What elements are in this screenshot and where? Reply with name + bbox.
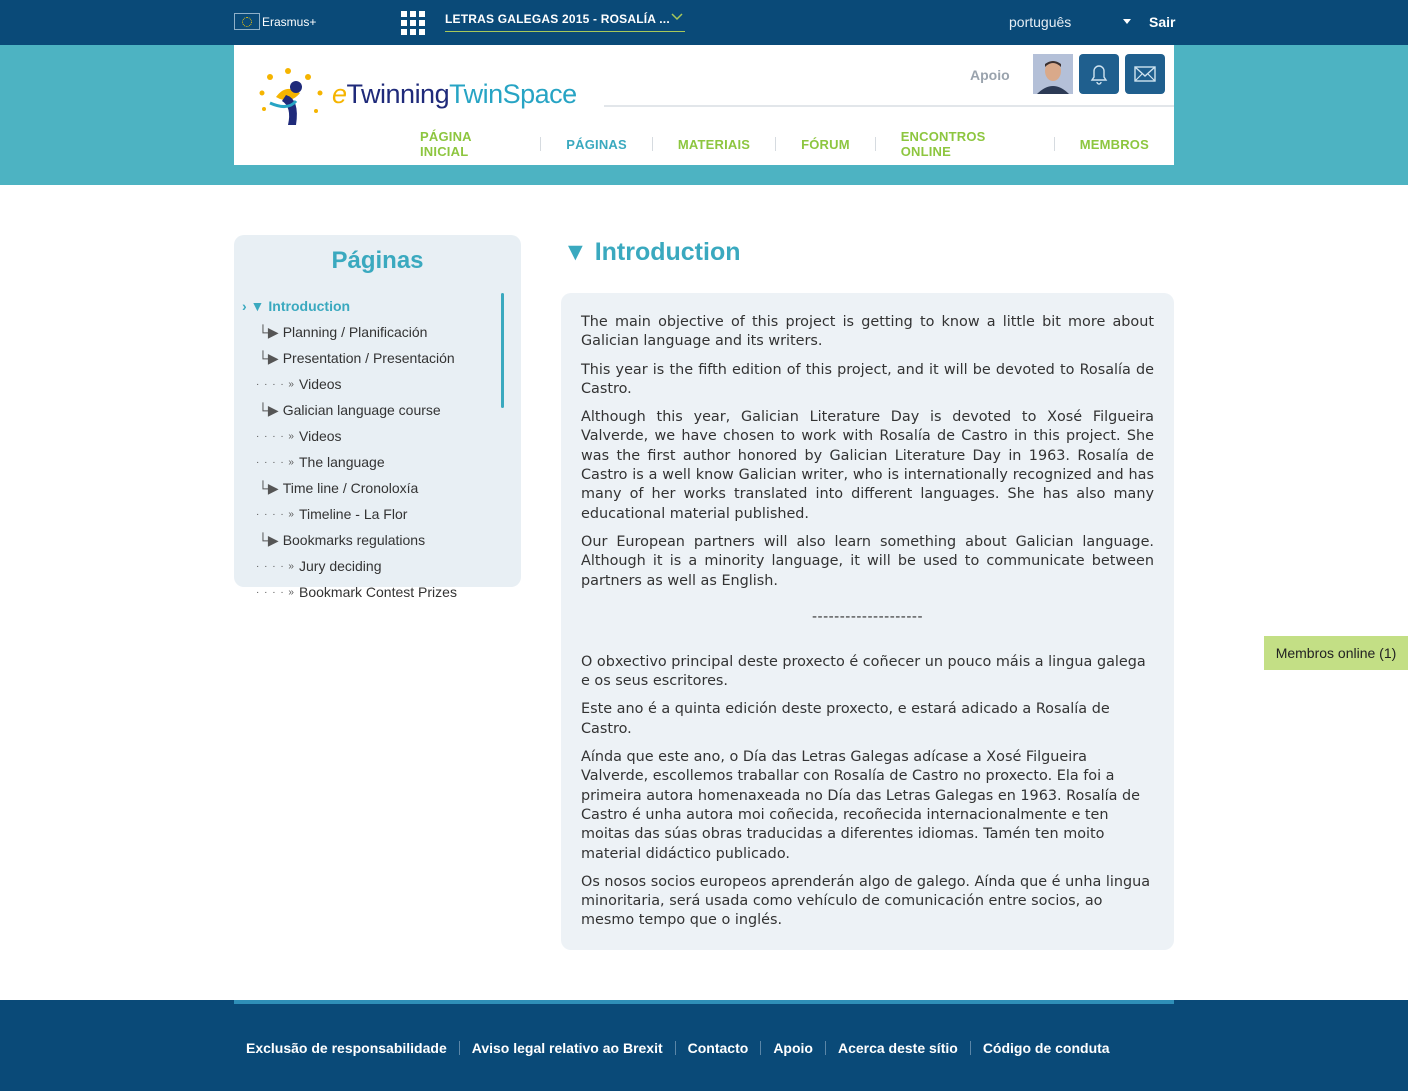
tree-marker: └▶ [258,479,279,496]
sidebar-item-label: Galician language course [282,402,441,418]
logo-mark-icon [256,67,330,127]
footer [0,1000,1408,1091]
pages-tree [242,293,504,605]
content-paragraph: The main objective of this project is getting to know a little bit more about Galician language and its writers. [581,314,1154,350]
tree-marker: · · · · » [256,508,295,520]
galician-text [581,653,1154,931]
project-selector[interactable] [445,12,685,32]
logo-wordmark: eTwinningTwinSpace [332,79,577,109]
eu-flag-icon [234,13,260,30]
text-divider: -------------------- [811,608,924,625]
content-paragraph: Our European partners will also learn something about Galician language. Although it is a minority language, it will be used to communicate between partners as well as English. [581,533,1154,589]
language-value: português [1009,14,1072,30]
footer-link[interactable]: Acerca deste sítio [837,1040,958,1056]
tree-marker: › ▼ [242,298,265,314]
sidebar-item[interactable] [242,501,504,527]
sidebar-scrollbar[interactable] [501,293,504,408]
sidebar-item[interactable] [242,475,504,501]
tree-marker: · · · · » [256,586,295,598]
footer-accent-line [234,1000,1174,1004]
sidebar-item-label: Time line / Cronoloxía [282,480,419,496]
content-paragraph: Aínda que este ano, o Día das Letras Galegas adícase a Xosé Filgueira Valverde, escollemos traballar con Rosalía de Castro no proxecto. Ela foi a primeira autora homenaxeada no Día das Letras Galegas en 1963. Rosalía de Castro é unha autora moi coñecida, recoñecida internacionalmente e ten moitas das súas obras traducidas a diferentes idiomas. Tamén ten moito material didáctico publicado. [581,749,1141,862]
support-link[interactable]: Apoio [970,67,1010,83]
footer-separator [760,1041,761,1055]
pages-sidebar [234,235,521,600]
sidebar-item-label: Bookmarks regulations [282,532,426,548]
online-members-tab[interactable]: Membros online (1) [1264,636,1408,670]
bell-icon [1079,54,1119,94]
sidebar-item-label: Presentation / Presentación [282,350,455,366]
footer-link[interactable]: Apoio [773,1040,813,1056]
tree-marker: └▶ [258,349,279,366]
sidebar-item-label: Videos [299,376,342,392]
tree-marker: · · · · » [256,456,295,468]
sidebar-item-label: The language [299,454,385,470]
header [234,45,1174,165]
etwinning-logo[interactable] [256,67,576,127]
main-nav [420,129,1174,159]
sidebar-item-label: Timeline - La Flor [299,506,408,522]
footer-separator [970,1041,971,1055]
sidebar-item[interactable] [242,319,504,345]
erasmus-logo[interactable] [234,13,316,30]
nav-item-5[interactable]: MEMBROS [1079,136,1149,152]
footer-separator [825,1041,826,1055]
tree-marker: · · · · » [256,560,295,572]
chevron-down-icon [671,10,683,24]
page-title: ▼ Introduction [563,238,741,266]
notifications-button[interactable] [1079,54,1119,94]
sidebar-item[interactable] [242,579,504,605]
tree-marker: · · · · » [256,378,295,390]
sidebar-item-label: Videos [299,428,342,444]
page-content [561,293,1174,950]
sidebar-item[interactable] [242,553,504,579]
sidebar-item-label: Jury deciding [299,558,382,574]
nav-item-1[interactable]: PÁGINAS [566,136,627,152]
sidebar-item[interactable] [242,527,504,553]
footer-link[interactable]: Contacto [687,1040,749,1056]
project-title: LETRAS GALEGAS 2015 - ROSALÍA ... [445,12,670,26]
language-selector[interactable] [1009,14,1131,30]
sidebar-item-label: Bookmark Contest Prizes [299,584,457,600]
footer-links [246,1040,1110,1056]
sidebar-item[interactable] [242,345,504,371]
header-divider [604,105,1174,107]
tree-marker: └▶ [258,323,279,340]
sidebar-item[interactable] [242,371,504,397]
messages-button[interactable] [1125,54,1165,94]
logout-link[interactable]: Sair [1149,14,1176,30]
nav-item-3[interactable]: FÓRUM [801,136,850,152]
content-paragraph: Os nosos socios europeos aprenderán algo de galego. Aínda que é unha lingua minoritaria, será usada como vehículo de comunicación entre socios, ao mesmo tempo que o inglés. [581,873,1151,929]
mail-icon [1125,54,1165,94]
footer-link[interactable]: Exclusão de responsabilidade [246,1040,447,1056]
apps-grid-icon[interactable] [401,11,425,35]
tree-marker: └▶ [258,531,279,548]
footer-separator [459,1041,460,1055]
content-paragraph: Este ano é a quinta edición deste proxecto, e estará adicado a Rosalía de Castro. [581,701,1110,737]
sidebar-item-label: Introduction [268,298,351,314]
avatar[interactable] [1033,54,1073,94]
nav-item-4[interactable]: ENCONTROS ONLINE [900,129,986,159]
english-text [581,313,1154,591]
sidebar-item[interactable] [242,449,504,475]
footer-separator [675,1041,676,1055]
sidebar-item[interactable] [242,397,504,423]
sidebar-item-label: Planning / Planificación [282,324,428,340]
content-paragraph: O obxectivo principal deste proxecto é coñecer un pouco máis a lingua galega e os seus escritores. [581,653,1146,690]
nav-item-0[interactable]: PÁGINA INICIAL [420,129,472,159]
footer-link[interactable]: Código de conduta [982,1040,1110,1056]
tree-marker: └▶ [258,401,279,418]
sidebar-item[interactable] [242,423,504,449]
footer-link[interactable]: Aviso legal relativo ao Brexit [471,1040,663,1056]
nav-item-2[interactable]: MATERIAIS [677,136,751,152]
caret-down-icon [1123,19,1131,24]
tree-marker: · · · · » [256,430,295,442]
erasmus-label: Erasmus+ [262,14,317,29]
sidebar-title: Páginas [331,247,424,274]
sidebar-item[interactable] [242,293,504,319]
top-bar [0,0,1408,45]
content-paragraph: This year is the fifth edition of this project, and it will be devoted to Rosalía de Castro. [581,361,1154,397]
content-paragraph: Although this year, Galician Literature Day is devoted to Xosé Filgueira Valverde, we have chosen to work with Rosalía de Castro in this project. She was the first author honored by Galician Literature Day in 1963. Rosalía de Castro is a well know Galician writer, who is internationally recognized and has many of her works translated into different languages. She has also many educational material published. [581,409,1154,522]
